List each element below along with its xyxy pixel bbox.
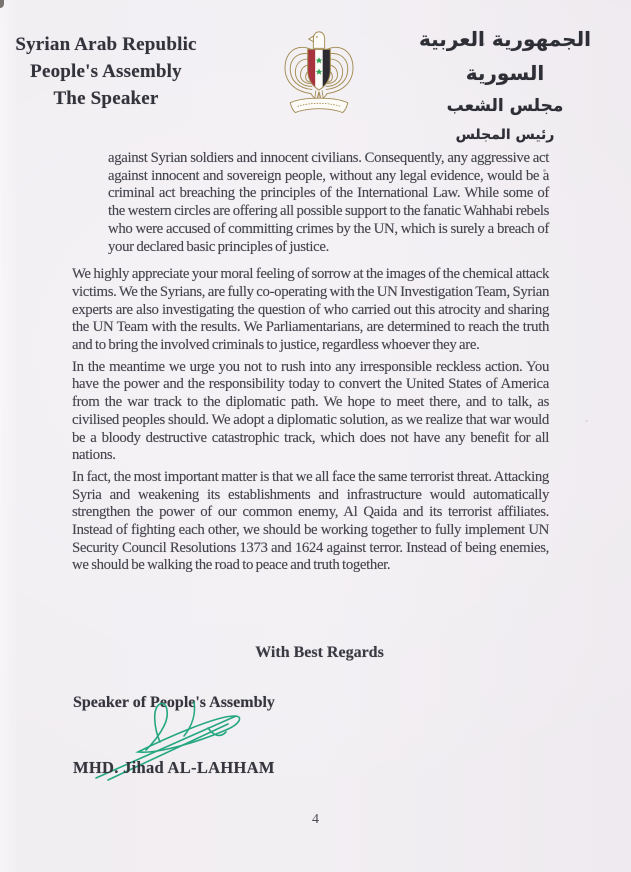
paragraph-diplomacy: In the meantime we urge you not to rush into any irresponsible reckless action. You have the power and the responsibility today to convert the United States of America from the war track to the diplomatic path. We hope to meet there, and to talk, as civilised peoples should. We adopt a diplomatic solution, as we realize that war would be a bloody destructive catastrophic track, which does not have any benefit for all nations. (72, 358, 549, 464)
scan-speck (585, 420, 588, 422)
letter-body (72, 150, 549, 579)
paragraph-continuation: against Syrian soldiers and innocent civilians. Consequently, any aggressive act against innocent and sovereign people, without any legal evidence, would be a criminal act breaching the principles of the International Law. While some of the western circles are offering all possible support to the fanatic Wahhabi rebels who were accused of committing crimes by the UN, which is surely a breach of your declared basic principles of justice. (108, 150, 549, 255)
arabic-line-assembly: مجلس الشعب (446, 96, 564, 116)
paragraph-cooperation: We highly appreciate your moral feeling of sorrow at the images of the chemical attack victims. We the Syrians, are fully co-operating with the UN Investigation Team, Syrian experts are also investigating the question of who carried out this atrocity and sharing the UN Team with the results. We Parliamentarians, are determined to reach the truth and to bring the involved criminals to justice, regardless whoever they are. (72, 266, 549, 354)
letterhead-line-speaker: The Speaker (53, 88, 159, 109)
page-number: 4 (312, 812, 319, 827)
arabic-line-speaker: رئيس المجلس (455, 127, 555, 143)
closing-regards: With Best Regards (255, 644, 384, 661)
letterhead-line-country: Syrian Arab Republic (15, 34, 197, 55)
signer-name: MHD. Jihad AL-LAHHAM (73, 758, 275, 777)
signer-title: Speaker of People's Assembly (73, 694, 275, 711)
paragraph-terrorism: In fact, the most important matter is that we all face the same terrorist threat. Attacking Syria and weakening its establishments and infrastructure would automatically strengthen the power of our common enemy, Al Qaida and its terrorist affiliates. Instead of fighting each other, we should be working together to fully implement UN Security Council Resolutions 1373 and 1624 against terror. Instead of being enemies, we should be walking the road to peace and truth together. (72, 468, 549, 574)
letterhead-english (10, 31, 202, 112)
letterhead-arabic (400, 22, 610, 148)
syrian-coat-of-arms-icon (282, 26, 356, 122)
arabic-line-republic: الجمهورية العربية السورية (419, 27, 591, 85)
scan-corner-artifact (0, 0, 4, 8)
letterhead-line-assembly: People's Assembly (30, 61, 182, 82)
